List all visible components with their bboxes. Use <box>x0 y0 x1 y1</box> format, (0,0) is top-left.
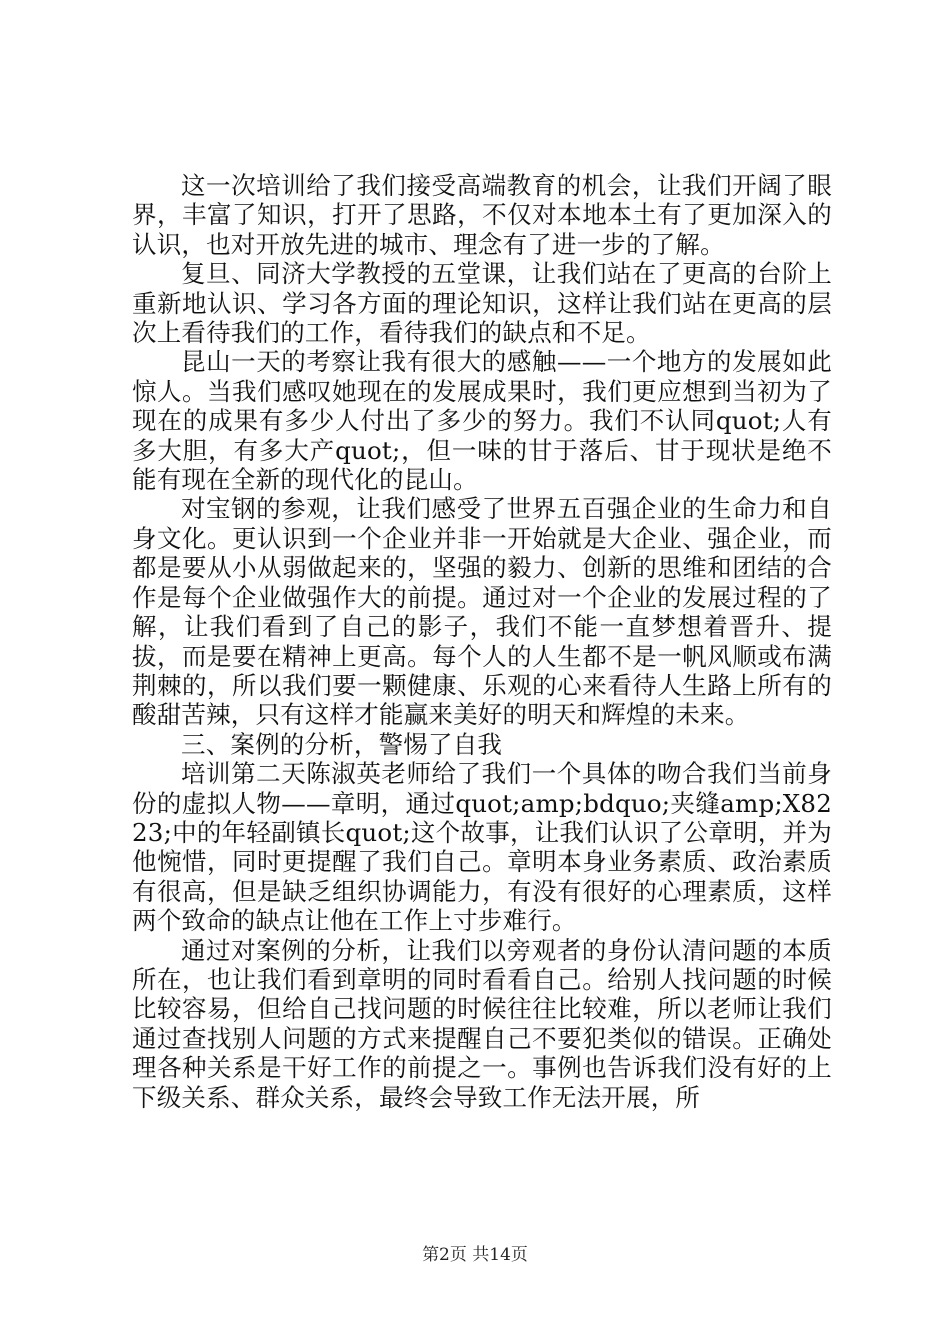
page-number-footer: 第2页 共14页 <box>422 1245 528 1265</box>
paragraph: 培训第二天陈淑英老师给了我们一个具体的吻合我们当前身份的虚拟人物——章明，通过quot;amp;bdquo;夹缝amp;X8223;中的年轻副镇长quot;这个故事，让我们认识了公章明，并为他惋惜，同时更提醒了我们自己。章明本身业务素质、政治素质有很高，但是缺乏组织协调能力，有没有很好的心理素质，这样两个致命的缺点让他在工作上寸步难行。 <box>132 759 832 936</box>
paragraph: 通过对案例的分析，让我们以旁观者的身份认清问题的本质所在，也让我们看到章明的同时看看自己。给别人找问题的时候比较容易，但给自己找问题的时候往往比较难，所以老师让我们通过查找别人问题的方式来提醒自己不要犯类似的错误。正确处理各种关系是干好工作的前提之一。事例也告诉我们没有好的上下级关系、群众关系，最终会导致工作无法开展，所 <box>132 935 832 1112</box>
paragraph: 复旦、同济大学教授的五堂课，让我们站在了更高的台阶上重新地认识、学习各方面的理论知识，这样让我们站在更高的层次上看待我们的工作，看待我们的缺点和不足。 <box>132 259 832 348</box>
paragraph: 昆山一天的考察让我有很大的感触——一个地方的发展如此惊人。当我们感叹她现在的发展成果时，我们更应想到当初为了现在的成果有多少人付出了多少的努力。我们不认同quot;人有多大胆，有多大产quot;，但一味的甘于落后、甘于现状是绝不能有现在全新的现代化的昆山。 <box>132 347 832 495</box>
paragraph: 这一次培训给了我们接受高端教育的机会，让我们开阔了眼界，丰富了知识，打开了思路，不仅对本地本土有了更加深入的认识，也对开放先进的城市、理念有了进一步的了解。 <box>132 171 832 259</box>
paragraph: 对宝钢的参观，让我们感受了世界五百强企业的生命力和自身文化。更认识到一个企业并非一开始就是大企业、强企业，而都是要从小从弱做起来的，坚强的毅力、创新的思维和团结的合作是每个企业做强作大的前提。通过对一个企业的发展过程的了解，让我们看到了自己的影子，我们不能一直梦想着晋升、提拔，而是要在精神上更高。每个人的人生都不是一帆风顺或布满荆棘的，所以我们要一颗健康、乐观的心来看待人生路上所有的酸甜苦辣，只有这样才能赢来美好的明天和辉煌的未来。 <box>132 494 832 730</box>
section-heading: 三、案例的分析，警惕了自我 <box>181 729 503 759</box>
document-body <box>132 171 832 1112</box>
